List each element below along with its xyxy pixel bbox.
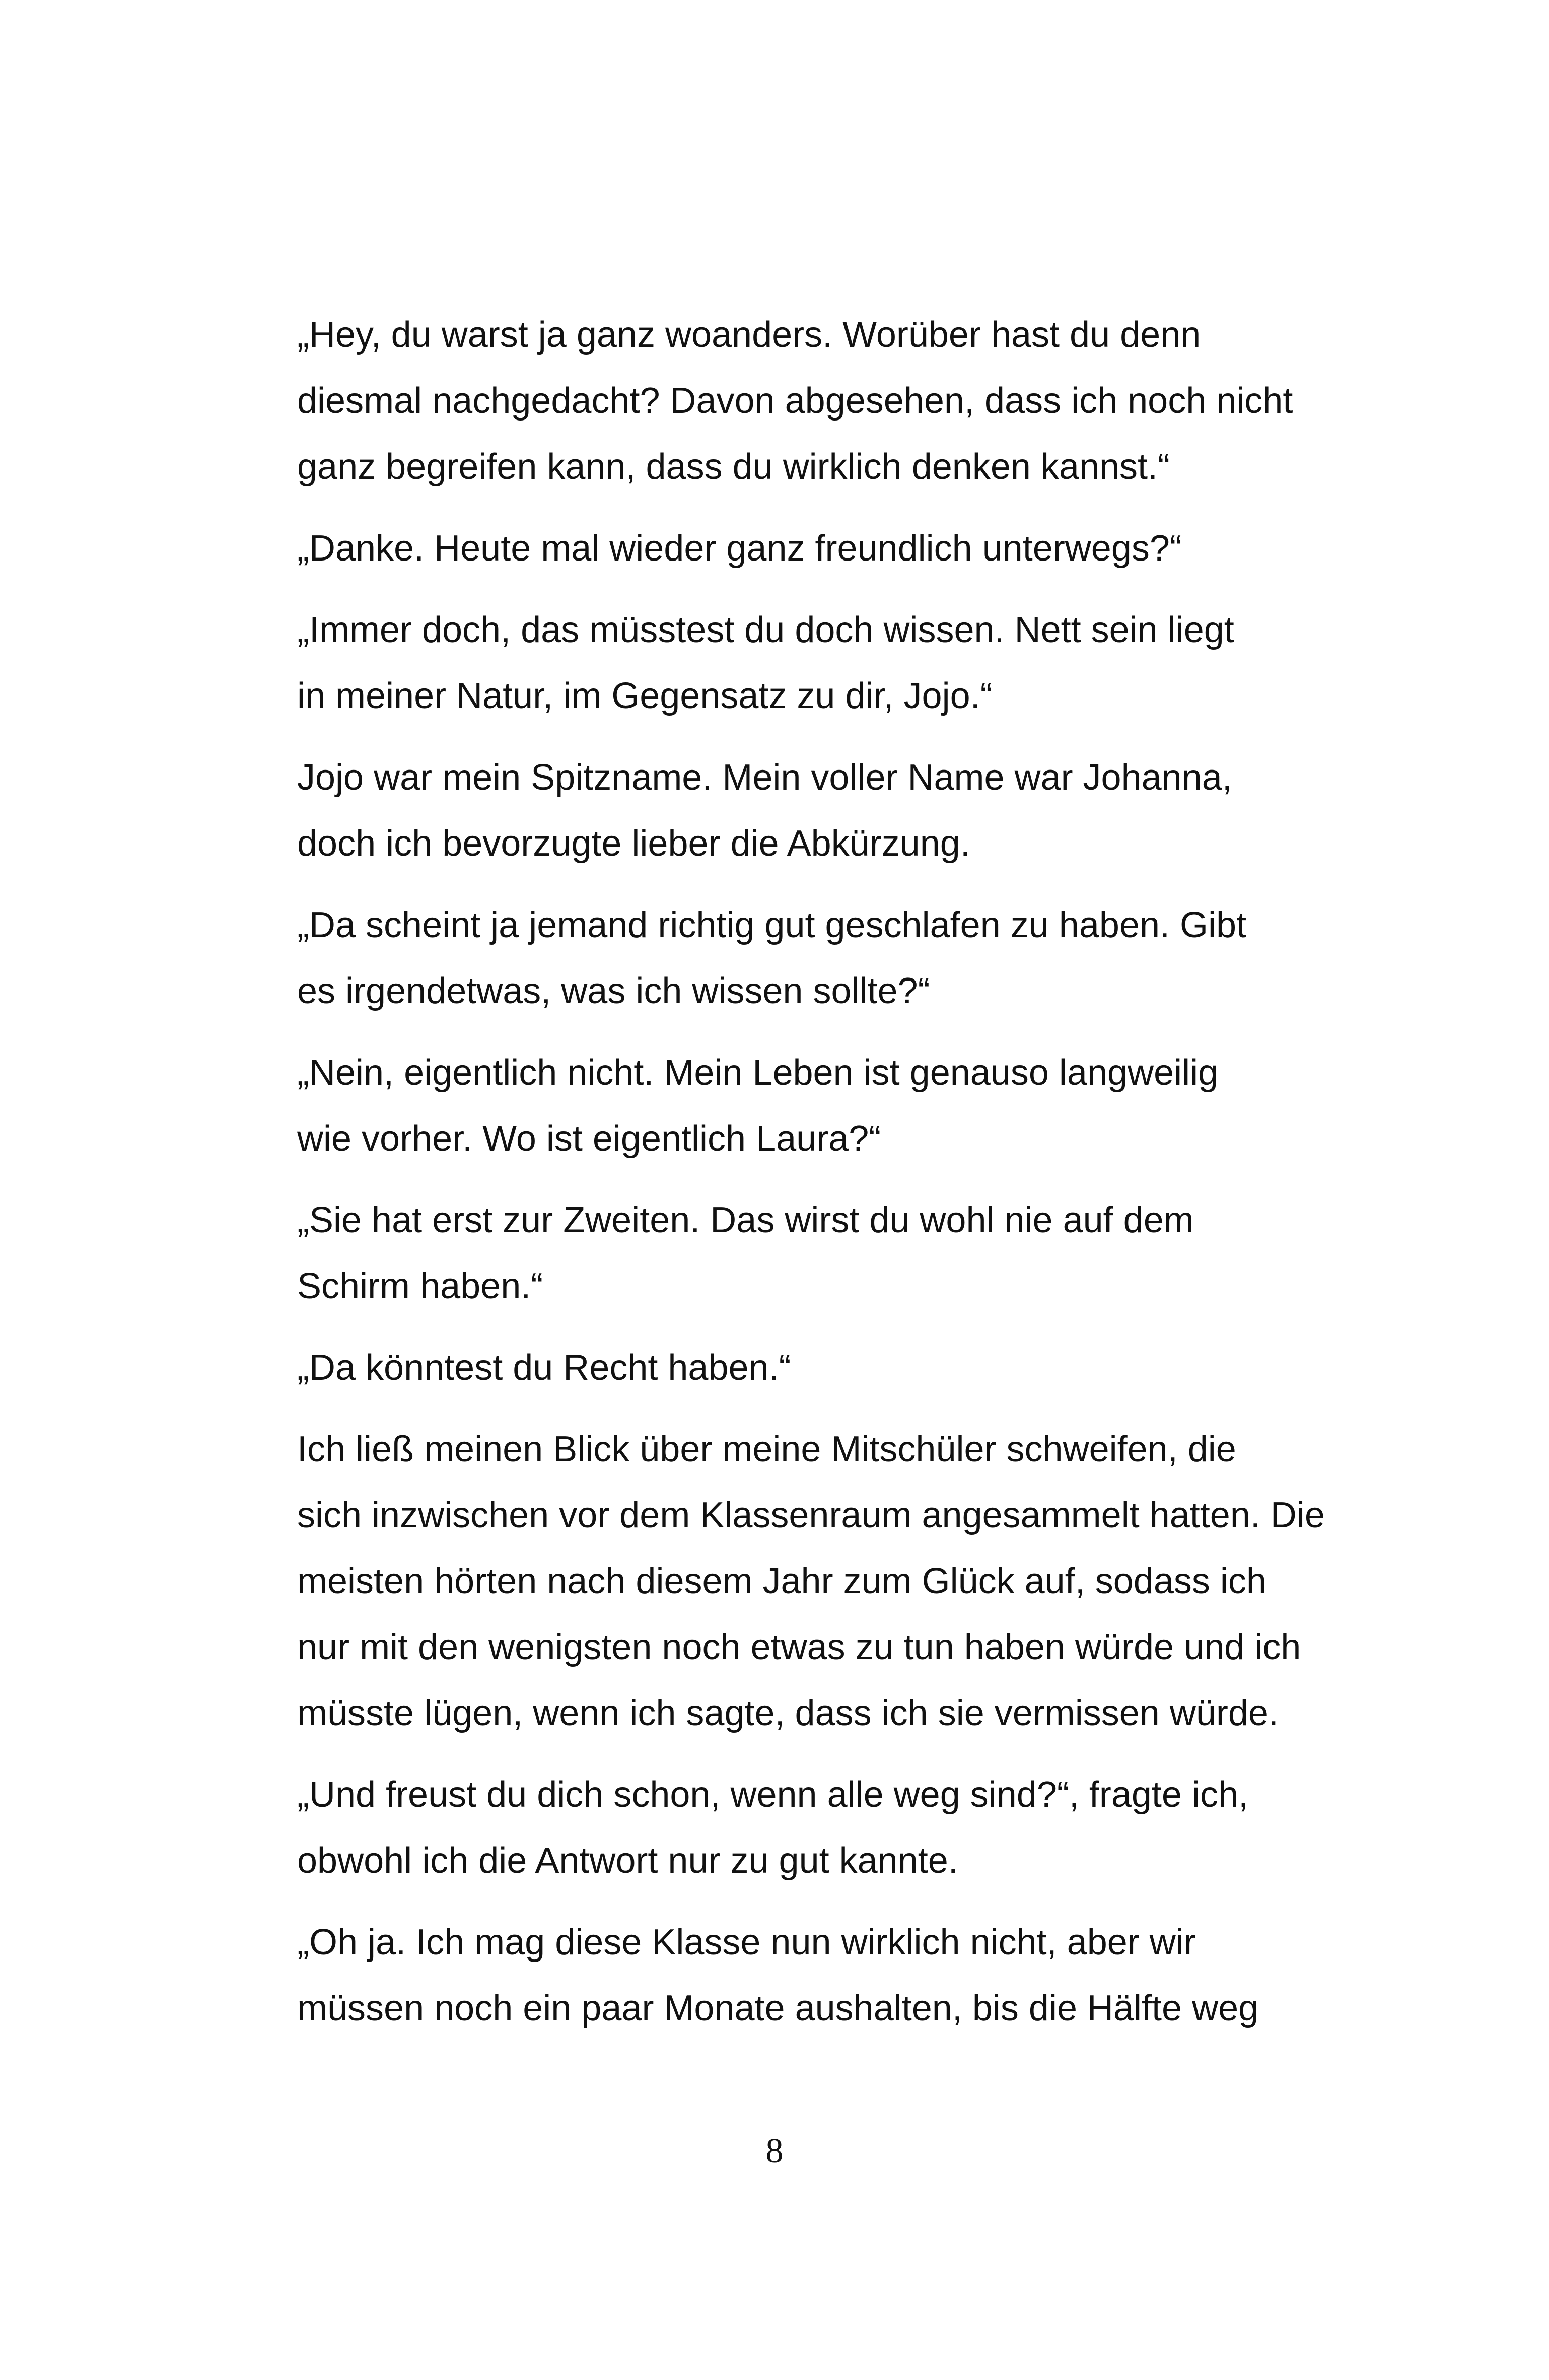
text-line: wie vorher. Wo ist eigentlich Laura?“ (297, 1118, 881, 1159)
paragraph (238, 1762, 1325, 1894)
text-line: doch ich bevorzugte lieber die Abkürzung. (297, 823, 970, 864)
text-line: in meiner Natur, im Gegensatz zu dir, Jojo.“ (297, 676, 993, 716)
text-line: „Hey, du warst ja ganz woanders. Worüber hast du denn (297, 315, 1201, 355)
paragraph (238, 1040, 1325, 1172)
paragraph (238, 1187, 1325, 1319)
paragraph (238, 302, 1325, 500)
text-line: meisten hörten nach diesem Jahr zum Glück auf, sodass ich (297, 1561, 1266, 1601)
body-text (238, 302, 1325, 2057)
paragraph (238, 597, 1325, 729)
text-line: ganz begreifen kann, dass du wirklich denken kannst.“ (297, 447, 1170, 487)
text-line: „Danke. Heute mal wieder ganz freundlich unterwegs?“ (297, 528, 1182, 569)
text-line: sich inzwischen vor dem Klassenraum angesammelt hatten. Die (297, 1495, 1325, 1535)
text-line: Jojo war mein Spitzname. Mein voller Name war Johanna, (297, 757, 1232, 798)
page-number: 8 (765, 2132, 784, 2171)
text-line: „Immer doch, das müsstest du doch wissen. Nett sein liegt (297, 610, 1234, 650)
paragraph (238, 745, 1325, 877)
paragraph (238, 1910, 1325, 2042)
text-line: „Sie hat erst zur Zweiten. Das wirst du wohl nie auf dem (297, 1200, 1194, 1240)
text-line: „Da könntest du Recht haben.“ (297, 1348, 791, 1388)
text-line: müssen noch ein paar Monate aushalten, bis die Hälfte weg (297, 1988, 1259, 2028)
text-line: obwohl ich die Antwort nur zu gut kannte. (297, 1841, 958, 1881)
paragraph (238, 516, 1325, 582)
text-line: diesmal nachgedacht? Davon abgesehen, dass ich noch nicht (297, 381, 1293, 421)
text-line: „Da scheint ja jemand richtig gut geschlafen zu haben. Gibt (297, 905, 1247, 945)
paragraph (238, 1417, 1325, 1746)
text-line: es irgendetwas, was ich wissen sollte?“ (297, 971, 930, 1011)
text-line: „Oh ja. Ich mag diese Klasse nun wirklich nicht, aber wir (297, 1922, 1196, 1963)
text-line: „Nein, eigentlich nicht. Mein Leben ist genauso langweilig (297, 1053, 1219, 1093)
text-line: müsste lügen, wenn ich sagte, dass ich sie vermissen würde. (297, 1693, 1279, 1733)
text-line: Schirm haben.“ (297, 1266, 543, 1306)
paragraph (238, 1335, 1325, 1401)
text-line: Ich ließ meinen Blick über meine Mitschüler schweifen, die (297, 1429, 1236, 1469)
text-line: „Und freust du dich schon, wenn alle weg sind?“, fragte ich, (297, 1775, 1249, 1815)
text-line: nur mit den wenigsten noch etwas zu tun haben würde und ich (297, 1627, 1301, 1667)
paragraph (238, 892, 1325, 1024)
